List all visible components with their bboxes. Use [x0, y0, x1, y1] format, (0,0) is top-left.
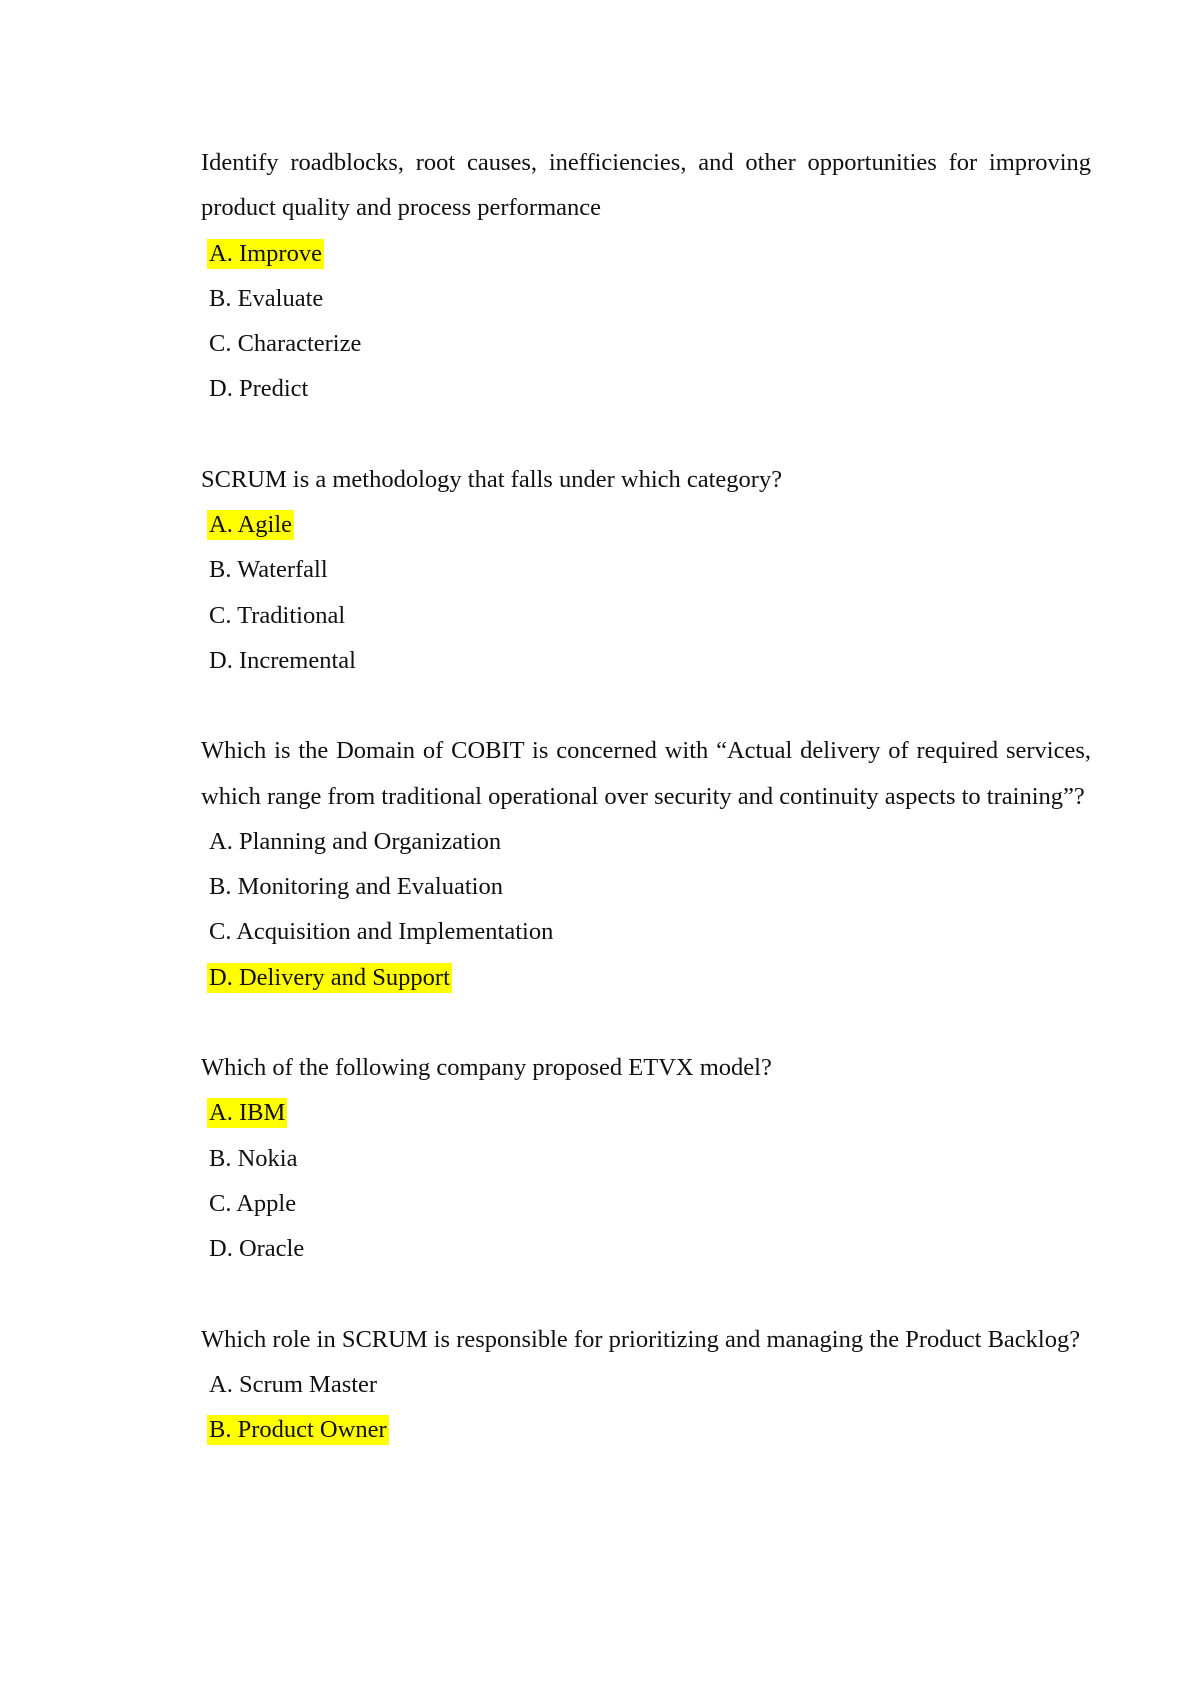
option-item [201, 1362, 1091, 1407]
option-item [201, 955, 1091, 1000]
option-item [201, 819, 1091, 864]
option-label: C. Traditional [209, 601, 346, 629]
option-item [201, 276, 1091, 321]
option-item [201, 1407, 1091, 1452]
option-item [201, 638, 1091, 683]
question-text: Which role in SCRUM is responsible for prioritizing and managing the Product Backlog? [201, 1325, 1081, 1353]
question-block-5 [201, 1317, 1091, 1453]
option-label: D. Oracle [209, 1235, 305, 1263]
option-label: A. Planning and Organization [209, 827, 502, 855]
option-label: A. Agile [209, 511, 293, 539]
option-item [201, 1181, 1091, 1226]
option-item [201, 1136, 1091, 1181]
option-label: A. Improve [209, 239, 322, 267]
question-text: Which of the following company proposed ETVX model? [201, 1054, 772, 1082]
question-block-1 [201, 140, 1091, 412]
option-item [201, 909, 1091, 954]
option-label: B. Waterfall [209, 556, 328, 584]
option-list [201, 502, 1091, 683]
option-item [201, 321, 1091, 366]
option-item [201, 1090, 1091, 1135]
option-list [201, 1362, 1091, 1453]
option-label: B. Product Owner [209, 1416, 387, 1444]
question-text: Which is the Domain of COBIT is concerned with “Actual delivery of required services, which range from traditional operational over security and continuity aspects to training”? [201, 737, 1091, 810]
option-label: C. Apple [209, 1189, 297, 1217]
document-page [201, 140, 1091, 1497]
question-text: Identify roadblocks, root causes, inefficiencies, and other opportunities for improving product quality and process performance [201, 149, 1091, 222]
question-text: SCRUM is a methodology that falls under which category? [201, 465, 783, 493]
option-label: A. IBM [209, 1099, 286, 1127]
option-list [201, 231, 1091, 412]
option-item [201, 231, 1091, 276]
option-list [201, 1090, 1091, 1271]
option-label: B. Nokia [209, 1144, 298, 1172]
question-block-2 [201, 457, 1091, 683]
option-list [201, 819, 1091, 1000]
option-item [201, 366, 1091, 411]
option-item [201, 547, 1091, 592]
option-item [201, 864, 1091, 909]
option-label: B. Monitoring and Evaluation [209, 873, 503, 901]
option-label: D. Predict [209, 375, 309, 403]
option-label: C. Acquisition and Implementation [209, 918, 554, 946]
option-label: C. Characterize [209, 330, 362, 358]
option-label: D. Incremental [209, 646, 356, 674]
question-block-4 [201, 1045, 1091, 1271]
question-block-3 [201, 728, 1091, 1000]
option-label: B. Evaluate [209, 284, 324, 312]
option-label: A. Scrum Master [209, 1370, 378, 1398]
option-item [201, 593, 1091, 638]
option-item [201, 1226, 1091, 1271]
option-label: D. Delivery and Support [209, 963, 450, 991]
option-item [201, 502, 1091, 547]
